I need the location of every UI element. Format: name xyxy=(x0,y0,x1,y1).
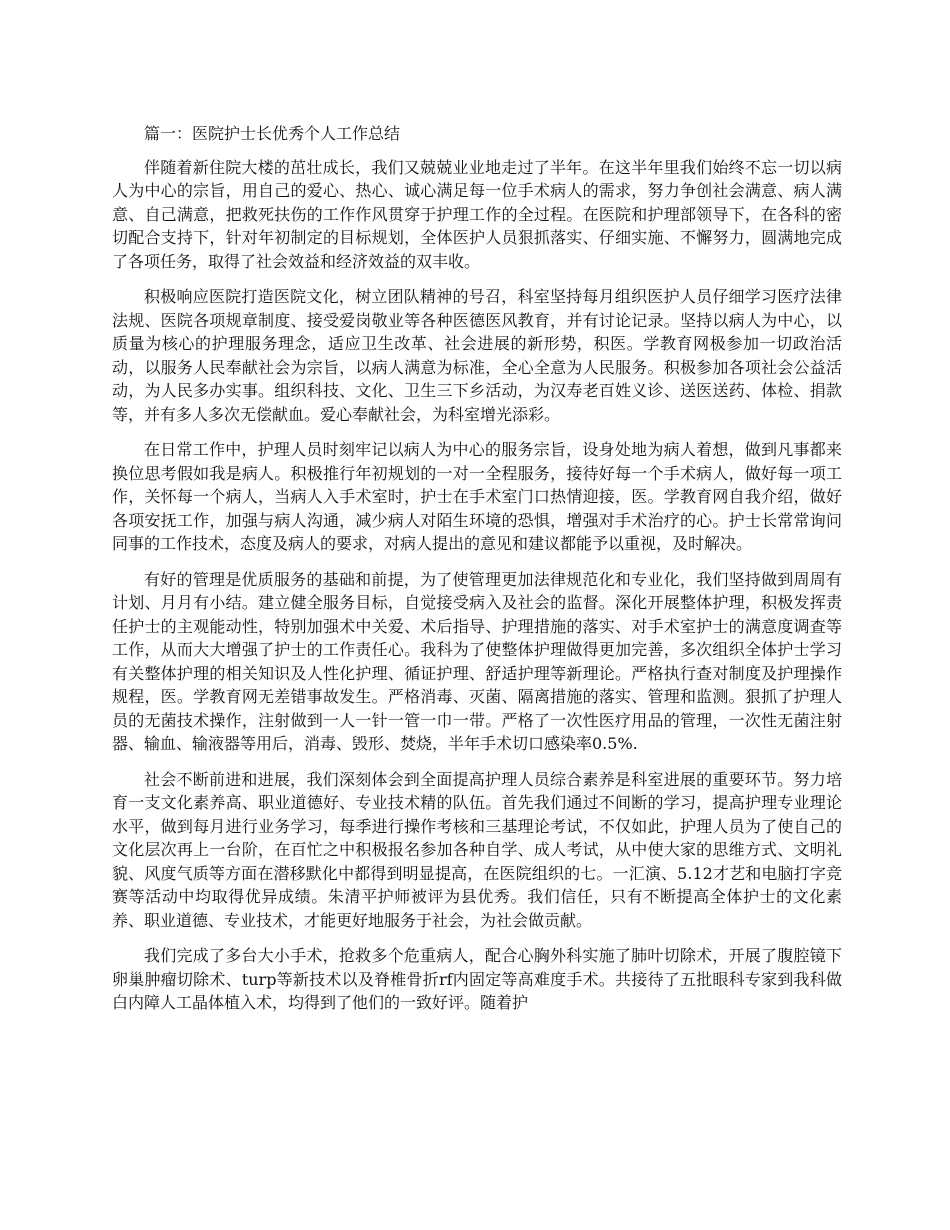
document-title: 篇一：医院护士长优秀个人工作总结 xyxy=(144,124,401,143)
paragraph-3: 在日常工作中，护理人员时刻牢记以病人为中心的服务宗旨，设身处地为病人着想，做到凡事都来换位思考假如我是病人。积极推行年初规划的一对一全程服务，接待好每一个手术病人，做好每一项工作，关怀每一个病人，当病人入手术室时，护士在手术室门口热情迎接，医。学教育网自我介绍，做好各项安抚工作，加强与病人沟通，减少病人对陌生环境的恐惧，增强对手术治疗的心。护士长常常询问同事的工作技术，态度及病人的要求，对病人提出的意见和建议都能予以重视，及时解决。 xyxy=(112,440,842,553)
paragraph-1: 伴随着新住院大楼的茁壮成长，我们又兢兢业业地走过了半年。在这半年里我们始终不忘一切以病人为中心的宗旨，用自己的爱心、热心、诚心满足每一位手术病人的需求，努力争创社会满意、病人满意、自己满意，把救死扶伤的工作作风贯穿于护理工作的全过程。在医院和护理部领导下，在各科的密切配合支持下，针对年初制定的目标规划，全体医护人员狠抓落实、仔细实施、不懈努力，圆满地完成了各项任务，取得了社会效益和经济效益的双丰收。 xyxy=(112,157,842,271)
document-page xyxy=(112,122,842,1027)
paragraph-4: 有好的管理是优质服务的基础和前提，为了使管理更加法律规范化和专业化，我们坚持做到周周有计划、月月有小结。建立健全服务目标，自觉接受病入及社会的监督。深化开展整体护理，积极发挥责任护士的主观能动性，特别加强术中关爱、术后指导、护理措施的落实、对手术室护士的满意度调查等工作，从而大大增强了护士的工作责任心。我科为了使整体护理做得更加完善，多次组织全体护士学习有关整体护理的相关知识及人性化护理、循证护理、舒适护理等新理论。严格执行查对制度及护理操作规程，医。学教育网无差错事故发生。严格消毒、灭菌、隔离措施的落实、管理和监测。狠抓了护理人员的无菌技术操作，注射做到一人一针一管一巾一带。严格了一次性医疗用品的管理，一次性无菌注射器、输血、输液器等用后，消毒、毁形、焚烧，半年手术切口感染率0.5%. xyxy=(112,569,842,753)
paragraph-2: 积极响应医院打造医院文化，树立团队精神的号召，科室坚持每月组织医护人员仔细学习医疗法律法规、医院各项规章制度、接受爱岗敬业等各种医德医风教育，并有讨论记录。坚持以病人为中心，以质量为核心的护理服务理念，适应卫生改革、社会进展的新形势，积医。学教育网极参加一切政治活动，以服务人民奉献社会为宗旨，以病人满意为标准，全心全意为人民服务。积极参加各项社会公益活动，为人民多办实事。组织科技、文化、卫生三下乡活动，为汉寿老百姓义诊、送医送药、体检、捐款等，并有多人多次无偿献血。爱心奉献社会，为科室增光添彩。 xyxy=(112,287,842,424)
paragraph-6: 我们完成了多台大小手术，抢救多个危重病人，配合心胸外科实施了肺叶切除术，开展了腹腔镜下卵巢肿瘤切除术、turp等新技术以及脊椎骨折rf内固定等高难度手术。共接待了五批眼科专家到我科做白内障人工晶体植入术，均得到了他们的一致好评。随着护 xyxy=(112,946,842,1012)
paragraph-5: 社会不断前进和进展，我们深刻体会到全面提高护理人员综合素养是科室进展的重要环节。努力培育一支文化素养高、职业道德好、专业技术精的队伍。首先我们通过不间断的学习，提高护理专业理论水平，做到每月进行业务学习，每季进行操作考核和三基理论考试，不仅如此，护理人员为了使自己的文化层次再上一台阶，在百忙之中积极报名参加各种自学、成人考试，从中使大家的思维方式、文明礼貌、风度气质等方面在潜移默化中都得到明显提高，在医院组织的七。一汇演、5.12才艺和电脑打字竞赛等活动中均取得优异成绩。朱清平护师被评为县优秀。我们信任，只有不断提高全体护士的文化素养、职业道德、专业技术，才能更好地服务于社会，为社会做贡献。 xyxy=(112,769,842,930)
